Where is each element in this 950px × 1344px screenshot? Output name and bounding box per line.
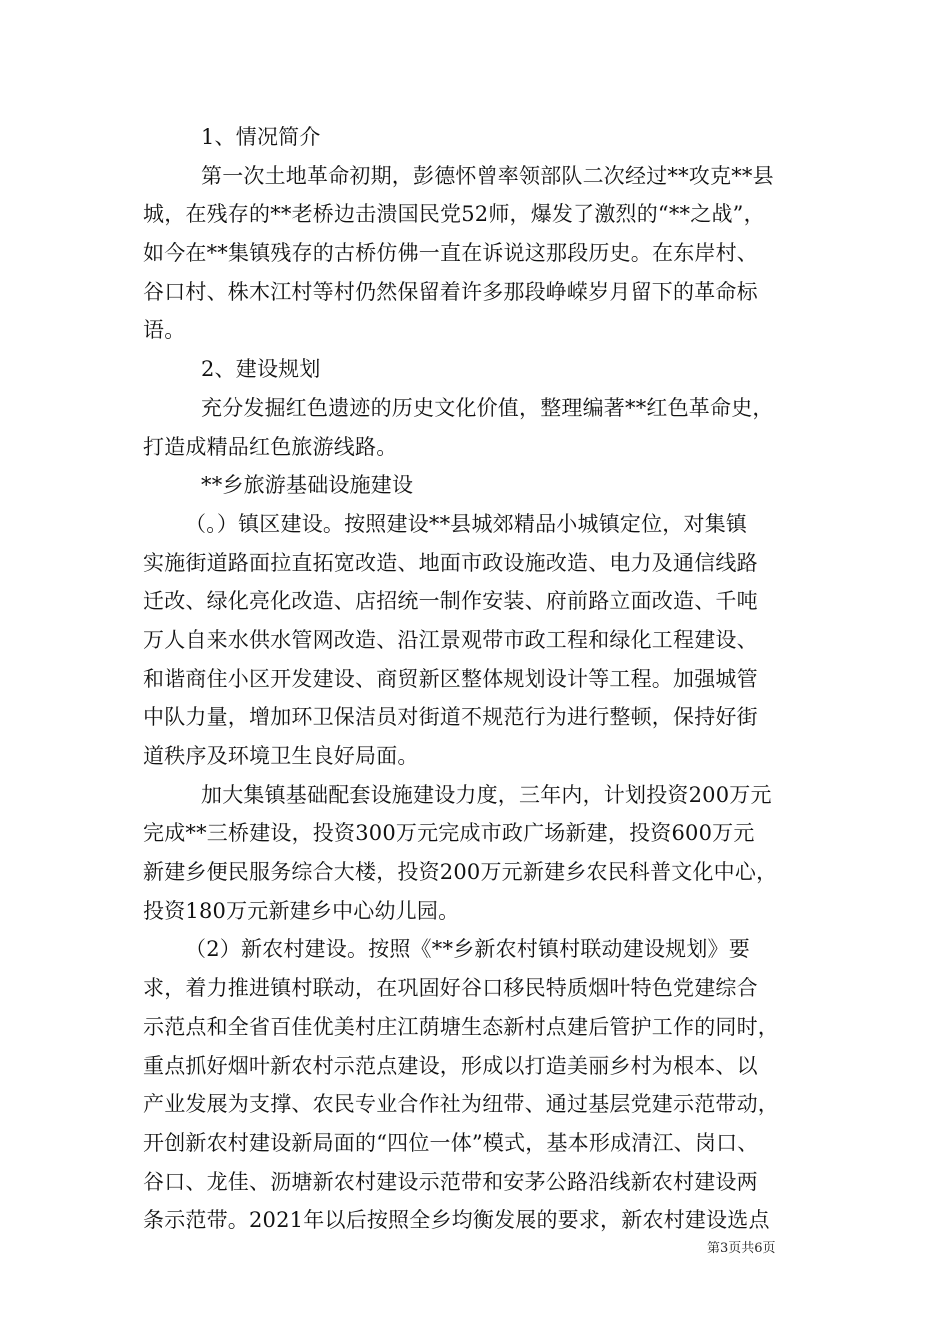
paragraph-line: （。）镇区建设。按照建设**县城郊精品小城镇定位，对集镇 (185, 511, 748, 536)
paragraph-line: 开创新农村建设新局面的“四位一体”模式，基本形成清江、岗口、 (143, 1130, 759, 1155)
section-heading: 2、建设规划 (201, 357, 321, 382)
paragraph-line: 打造成精品红色旅游线路。 (143, 434, 398, 459)
paragraph-line: 和谐商住小区开发建设、商贸新区整体规划设计等工程。加强城管 (143, 666, 758, 691)
paragraph-line: 完成**三桥建设，投资300万元完成市政广场新建，投资600万元 (143, 821, 755, 846)
paragraph-line: 加大集镇基础配套设施建设力度，三年内，计划投资200万元 (201, 782, 772, 807)
page-number-footer: 第3页共6页 (707, 1241, 776, 1256)
paragraph-line: 重点抓好烟叶新农村示范点建设，形成以打造美丽乡村为根本、以 (143, 1053, 758, 1078)
paragraph-line: 谷口、龙佳、沥塘新农村建设示范带和安茅公路沿线新农村建设两 (143, 1169, 758, 1194)
paragraph-line: 示范点和全省百佳优美村庄江荫塘生态新村点建后管护工作的同时， (143, 1014, 779, 1039)
paragraph-line: （2）新农村建设。按照《**乡新农村镇村联动建设规划》要 (185, 937, 750, 962)
paragraph-line: 万人自来水供水管网改造、沿江景观带市政工程和绿化工程建设、 (143, 627, 758, 652)
paragraph-line: 如今在**集镇残存的古桥仿佛一直在诉说这那段历史。在东岸村、 (143, 241, 758, 266)
paragraph-line: 充分发掘红色遗迹的历史文化价值，整理编著**红色革命史， (201, 395, 774, 420)
paragraph-line: 中队力量，增加环卫保洁员对街道不规范行为进行整顿，保持好街 (143, 705, 758, 730)
paragraph-line: 求，着力推进镇村联动，在巩固好谷口移民特质烟叶特色党建综合 (143, 976, 758, 1001)
paragraph-line: 迁改、绿化亮化改造、店招统一制作安装、府前路立面改造、千吨 (143, 589, 758, 614)
document-body (143, 118, 810, 1240)
section-heading: **乡旅游基础设施建设 (201, 473, 414, 498)
paragraph-line: 投资180万元新建乡中心幼儿园。 (143, 898, 460, 923)
paragraph-line: 第一次土地革命初期，彭德怀曾率领部队二次经过**攻克**县 (201, 163, 774, 188)
paragraph-line: 产业发展为支撑、农民专业合作社为纽带、通过基层党建示范带动， (143, 1092, 779, 1117)
paragraph-line: 新建乡便民服务综合大楼，投资200万元新建乡农民科普文化中心， (143, 860, 778, 885)
paragraph-line: 条示范带。2021年以后按照全乡均衡发展的要求，新农村建设选点 (143, 1208, 770, 1233)
paragraph-line: 城，在残存的**老桥边击溃国民党52师，爆发了激烈的“**之战”， (143, 202, 765, 227)
paragraph-line: 语。 (143, 318, 186, 343)
section-heading: 1、情况简介 (201, 125, 321, 149)
paragraph-line: 谷口村、株木江村等村仍然保留着许多那段峥嵘岁月留下的革命标 (143, 279, 758, 304)
paragraph-line: 实施街道路面拉直拓宽改造、地面市政设施改造、电力及通信线路 (143, 550, 758, 575)
paragraph-line: 道秩序及环境卫生良好局面。 (143, 744, 419, 768)
